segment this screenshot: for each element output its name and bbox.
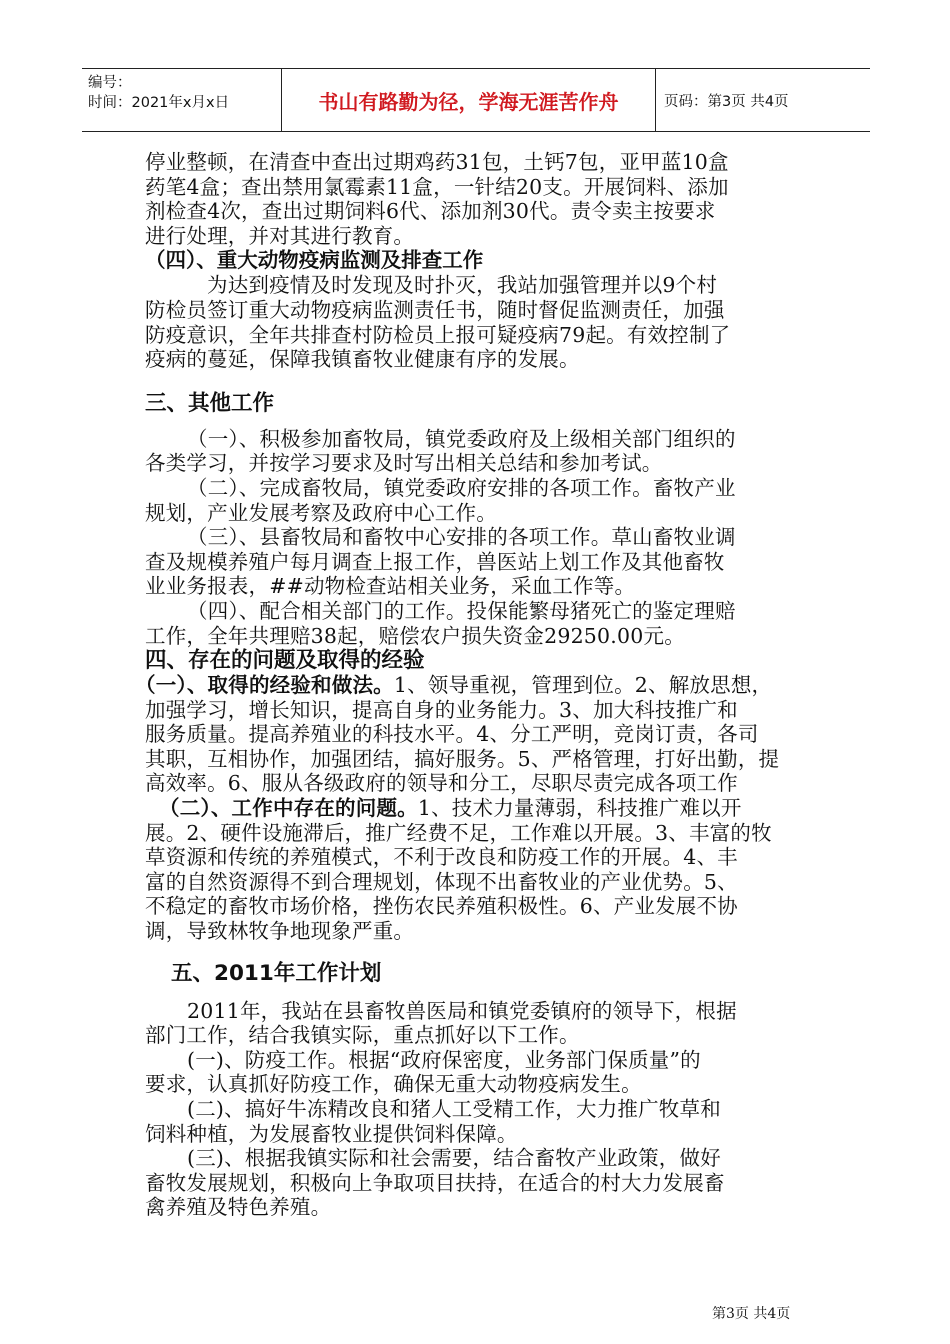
text-line: 高效率。6、服从各级政府的领导和分工，尽职尽责完成各项工作	[145, 771, 738, 796]
text-line: 进行处理，并对其进行教育。	[145, 223, 415, 248]
text-line: 疫病的蔓延，保障我镇畜牧业健康有序的发展。	[145, 347, 580, 372]
text-line	[159, 796, 810, 821]
text-line: 服务质量。提高养殖业的科技水平。4、分工严明，竞岗订责，各司	[145, 722, 759, 747]
text-line: （一）、积极参加畜牧局，镇党委政府及上级相关部门组织的	[187, 426, 736, 451]
text-line: 防检员签订重大动物疫病监测责任书，随时督促监测责任，加强	[145, 297, 725, 322]
text-line: 草资源和传统的养殖模式，不利于改良和防疫工作的开展。4、丰	[145, 845, 738, 870]
document-body	[135, 150, 810, 1220]
section-heading-3: 三、其他工作	[145, 390, 275, 416]
text-line: 富的自然资源得不到合理规划，体现不出畜牧业的产业优势。5、	[145, 869, 738, 894]
text-line: 停业整顿，在清查中查出过期鸡药31包，土钙7包，亚甲蓝10盒	[145, 150, 729, 174]
text-line: 展。2、硬件设施滞后，推广经费不足，工作难以开展。3、丰富的牧	[145, 820, 772, 845]
page-header	[82, 68, 870, 132]
paragraph-sec3-1	[145, 427, 810, 476]
text-line: （三）、县畜牧局和畜牧中心安排的各项工作。草山畜牧业调	[187, 525, 736, 550]
paragraph-sec5-3	[145, 1146, 810, 1220]
page-footer: 第3页 共4页	[712, 1306, 791, 1322]
paragraph-sec3-2	[145, 476, 810, 525]
text-line: 业业务报表，##动物检查站相关业务，采血工作等。	[145, 574, 636, 599]
text-line: 药笔4盒；查出禁用氯霉素11盒，一针结20支。开展饲料、添加	[145, 174, 729, 199]
text-line: 不稳定的畜牧市场价格，挫伤农民养殖积极性。6、产业发展不协	[145, 894, 738, 919]
text-line: 剂检查4次，查出过期饲料6代、添加剂30代。责令卖主按要求	[145, 199, 716, 224]
subsection-heading-4: （四）、重大动物疫病监测及排查工作	[145, 248, 484, 273]
header-motto: 书山有路勤为径，学海无涯苦作舟	[282, 69, 656, 131]
header-page-code: 页码：第3页 共4页	[664, 93, 789, 110]
section-heading-5: 五、2011年工作计划	[171, 960, 382, 986]
paragraph-sec5-2	[145, 1097, 810, 1146]
text-line: 查及规模养殖户每月调查上报工作，兽医站上划工作及其他畜牧	[145, 549, 725, 574]
paragraph-sec3-4	[145, 599, 810, 648]
inline-text: 1、技术力量薄弱，科技推广难以开	[417, 796, 742, 821]
text-line: 防疫意识，全年共排查村防检员上报可疑疫病79起。有效控制了	[145, 322, 731, 347]
text-line: 饲料种植，为发展畜牧业提供饲料保障。	[145, 1121, 518, 1146]
inline-text: 1、领导重视，管理到位。2、解放思想，	[393, 673, 773, 698]
date-label: 时间：2021年x月x日	[88, 95, 230, 111]
text-line: 规划，产业发展考察及政府中心工作。	[145, 500, 497, 525]
text-line: 要求，认真抓好防疫工作，确保无重大动物疫病发生。	[145, 1072, 642, 1097]
text-line: 调，导致林牧争地现象严重。	[145, 919, 415, 944]
text-line: 禽养殖及特色养殖。	[145, 1195, 332, 1220]
doc-number-label: 编号：	[88, 75, 132, 91]
paragraph-sec5-1	[145, 1048, 810, 1097]
text-line: (三)、根据我镇实际和社会需要，结合畜牧产业政策，做好	[187, 1146, 721, 1171]
text-line: 工作，全年共理赔38起，赔偿农户损失资金29250.00元。	[145, 623, 685, 648]
text-line: 加强学习，增长知识，提高自身的业务能力。3、加大科技推广和	[145, 697, 738, 722]
text-line: 2011年，我站在县畜牧兽医局和镇党委镇府的领导下，根据	[187, 998, 737, 1023]
text-line	[135, 673, 810, 698]
section-heading-4: 四、存在的问题及取得的经验	[145, 648, 425, 674]
text-line: 部门工作，结合我镇实际，重点抓好以下工作。	[145, 1023, 580, 1048]
paragraph-sec4-2	[145, 796, 810, 944]
paragraph-sec5-0	[145, 999, 810, 1048]
paragraph-sec3-3	[145, 525, 810, 599]
paragraph-intro	[145, 150, 810, 248]
inline-heading: （一）、取得的经验和做法。	[135, 673, 394, 698]
header-meta	[82, 69, 282, 131]
text-line: 畜牧发展规划，积极向上争取项目扶持，在适合的村大力发展畜	[145, 1170, 725, 1195]
text-line: （四）、配合相关部门的工作。投保能繁母猪死亡的鉴定理赔	[187, 598, 736, 623]
inline-heading: （二）、工作中存在的问题。	[159, 796, 418, 821]
text-line: 为达到疫情及时发现及时扑灭，我站加强管理并以9个村	[207, 273, 718, 298]
text-line: 各类学习，并按学习要求及时写出相关总结和参加考试。	[145, 451, 663, 476]
text-line: 其职，互相协作，加强团结，搞好服务。5、严格管理，打好出勤，提	[145, 746, 780, 771]
text-line: (一)、防疫工作。根据“政府保密度，业务部门保质量”的	[187, 1047, 701, 1072]
text-line: （二）、完成畜牧局，镇党委政府安排的各项工作。畜牧产业	[187, 475, 736, 500]
text-line: (二)、搞好牛冻精改良和猪人工受精工作，大力推广牧草和	[187, 1097, 721, 1121]
paragraph-sub4	[145, 273, 810, 371]
paragraph-sec4-1	[135, 673, 810, 796]
